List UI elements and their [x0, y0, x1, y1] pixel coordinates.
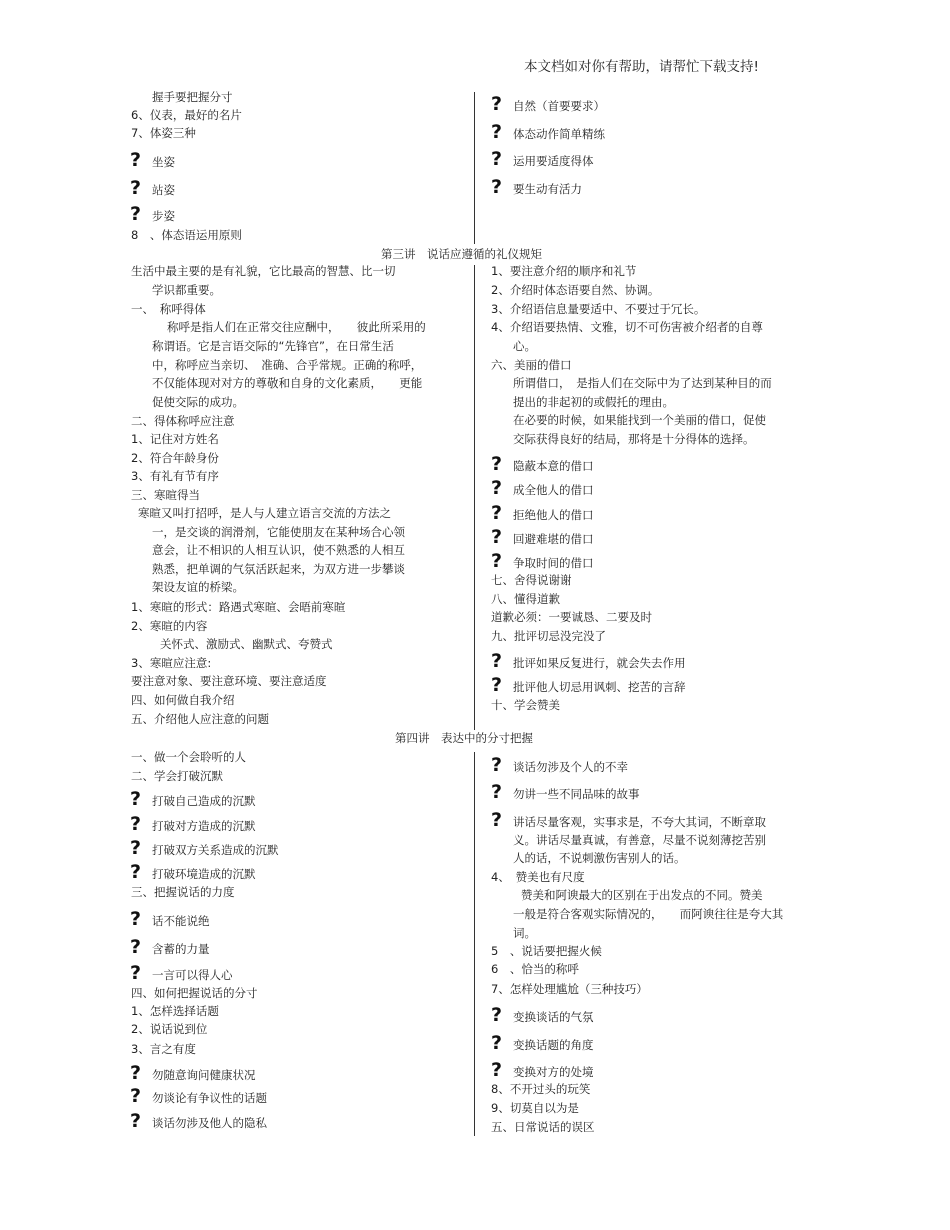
bullet-item: 勿随意询问健康状况 [152, 1068, 256, 1082]
bullet-question-mark: ? [491, 1059, 503, 1081]
text-line: 2、寒暄的内容 [131, 619, 208, 633]
text-line: 四、如何做自我介绍 [131, 693, 235, 707]
text-line: 三、把握说话的力度 [131, 885, 235, 899]
bullet-item: 变换谈话的气氛 [513, 1010, 594, 1024]
bullet-item: 打破对方造成的沉默 [152, 819, 256, 833]
column-divider-bottom [474, 752, 475, 1136]
text-line: 寒暄又叫打招呼，是人与人建立语言交流的方法之 [138, 506, 391, 520]
text-line: 一，是交谈的润滑剂，它能使朋友在某种场合心领 [152, 525, 405, 539]
text-line: 词。 [513, 926, 536, 940]
text-line: 8 、体态语运用原则 [131, 228, 242, 242]
bullet-question-mark: ? [130, 788, 142, 810]
bullet-item: 打破双方关系造成的沉默 [152, 843, 279, 857]
text-line: 3、介绍语信息量要适中、不要过于冗长。 [491, 302, 706, 316]
text-line: 4、介绍语要热情、文雅，切不可伤害被介绍者的自尊 [491, 320, 763, 334]
text-line: 八、懂得道歉 [491, 592, 560, 606]
bullet-item: 打破环境造成的沉默 [152, 867, 256, 881]
text-line: 3、寒暄应注意: [131, 656, 212, 670]
bullet-question-mark: ? [130, 936, 142, 958]
bullet-question-mark: ? [130, 962, 142, 984]
bullet-question-mark: ? [130, 908, 142, 930]
text-line: 在必要的时候，如果能找到一个美丽的借口，促使 [513, 413, 766, 427]
bullet-question-mark: ? [491, 674, 503, 696]
text-line: 架设友谊的桥梁。 [152, 580, 244, 594]
bullet-question-mark: ? [491, 650, 503, 672]
text-line: 2、介绍时体态语要自然、协调。 [491, 283, 660, 297]
bullet-item: 站姿 [152, 183, 175, 197]
text-line: 1、要注意介绍的顺序和礼节 [491, 264, 637, 278]
bullet-item: 隐蔽本意的借口 [513, 459, 594, 473]
bullet-item: 成全他人的借口 [513, 483, 594, 497]
text-line: 不仅能体现对对方的尊敬和自身的文化素质， 更能 [152, 376, 423, 390]
bullet-item: 拒绝他人的借口 [513, 508, 594, 522]
text-line: 一、 称呼得体 [131, 302, 206, 316]
text-line: 称谓语。它是言语交际的“先锋官”，在日常生活 [152, 339, 394, 353]
text-line: 提出的非起初的或假托的理由。 [513, 395, 674, 409]
bullet-question-mark: ? [130, 1085, 142, 1107]
text-line: 义。讲话尽量真诚，有善意，尽量不说刻薄挖苦别 [513, 833, 766, 847]
text-line: 四、如何把握说话的分寸 [131, 986, 258, 1000]
section-title-4: 第四讲 表达中的分寸把握 [395, 731, 533, 745]
text-line: 意会，让不相识的人相互认识，使不熟悉的人相互 [152, 543, 405, 557]
text-line: 称呼是指人们在正常交往应酬中， 彼此所采用的 [167, 320, 426, 334]
bullet-item: 批评如果反复进行，就会失去作用 [513, 656, 686, 670]
bullet-question-mark: ? [491, 176, 503, 198]
text-line: 二、学会打破沉默 [131, 769, 223, 783]
text-line: 心。 [513, 339, 536, 353]
text-line: 人的话，不说刺激伤害别人的话。 [513, 851, 686, 865]
bullet-question-mark: ? [491, 148, 503, 170]
text-line: 七、舍得说谢谢 [491, 573, 572, 587]
bullet-item: 要生动有活力 [513, 182, 582, 196]
text-line: 1、怎样选择话题 [131, 1004, 219, 1018]
bullet-question-mark: ? [130, 149, 142, 171]
bullet-item: 坐姿 [152, 155, 175, 169]
bullet-item: 一言可以得人心 [152, 968, 233, 982]
text-line: 赞美和阿谀最大的区别在于出发点的不同。赞美 [521, 888, 763, 902]
bullet-question-mark: ? [491, 781, 503, 803]
text-line: 5 、说话要把握火候 [491, 944, 602, 958]
bullet-item: 变换话题的角度 [513, 1038, 594, 1052]
bullet-item: 自然（首要要求） [513, 99, 605, 113]
bullet-question-mark: ? [491, 93, 503, 115]
section-title-3: 第三讲 说话应遵循的礼仪规矩 [381, 247, 542, 261]
text-line: 1、寒暄的形式：路遇式寒暄、会晤前寒暄 [131, 600, 346, 614]
header-note: 本文档如对你有帮助，请帮忙下载支持! [524, 59, 759, 75]
bullet-question-mark: ? [130, 203, 142, 225]
text-line: 握手要把握分寸 [152, 90, 233, 104]
text-line: 九、批评切忌没完没了 [491, 629, 606, 643]
text-line: 7、体姿三种 [131, 126, 196, 140]
bullet-question-mark: ? [491, 1032, 503, 1054]
bullet-item: 打破自己造成的沉默 [152, 794, 256, 808]
bullet-question-mark: ? [491, 526, 503, 548]
bullet-question-mark: ? [130, 861, 142, 883]
text-line: 二、得体称呼应注意 [131, 414, 235, 428]
text-line: 2、符合年龄身份 [131, 451, 219, 465]
bullet-question-mark: ? [491, 550, 503, 572]
bullet-item: 讲话尽量客观，实事求是，不夸大其词，不断章取 [513, 815, 766, 829]
text-line: 五、日常说话的误区 [491, 1120, 595, 1134]
bullet-item: 体态动作简单精练 [513, 127, 605, 141]
bullet-question-mark: ? [491, 754, 503, 776]
text-line: 中，称呼应当亲切、 准确、合乎常规。正确的称呼， [152, 358, 423, 372]
bullet-item: 争取时间的借口 [513, 556, 594, 570]
bullet-item: 勿讲一些不同品味的故事 [513, 787, 640, 801]
column-divider-middle [474, 265, 475, 730]
bullet-item: 含蓄的力量 [152, 942, 210, 956]
text-line: 一般是符合客观实际情况的， 而阿谀往往是夸大其 [513, 907, 784, 921]
text-line: 十、学会赞美 [491, 698, 560, 712]
text-line: 6、仪表，最好的名片 [131, 108, 242, 122]
text-line: 9、切莫自以为是 [491, 1101, 579, 1115]
text-line: 五、介绍他人应注意的问题 [131, 712, 269, 726]
text-line: 8、不开过头的玩笑 [491, 1082, 591, 1096]
bullet-question-mark: ? [130, 177, 142, 199]
text-line: 三、寒暄得当 [131, 488, 200, 502]
bullet-question-mark: ? [491, 477, 503, 499]
text-line: 所谓借口， 是指人们在交际中为了达到某种目的而 [513, 376, 772, 390]
bullet-item: 谈话勿涉及个人的不幸 [513, 760, 628, 774]
bullet-question-mark: ? [491, 121, 503, 143]
text-line: 生活中最主要的是有礼貌，它比最高的智慧、比一切 [131, 264, 396, 278]
bullet-item: 运用要适度得体 [513, 154, 594, 168]
text-line: 7、怎样处理尴尬（三种技巧） [491, 982, 648, 996]
bullet-question-mark: ? [130, 1062, 142, 1084]
bullet-question-mark: ? [130, 837, 142, 859]
text-line: 要注意对象、要注意环境、要注意适度 [131, 674, 327, 688]
bullet-item: 步姿 [152, 209, 175, 223]
text-line: 1、记住对方姓名 [131, 432, 219, 446]
text-line: 关怀式、激励式、幽默式、夸赞式 [160, 637, 333, 651]
column-divider-top [474, 92, 475, 244]
text-line: 4、 赞美也有尺度 [491, 870, 585, 884]
text-line: 2、说话说到位 [131, 1022, 208, 1036]
text-line: 3、言之有度 [131, 1042, 196, 1056]
bullet-item: 回避难堪的借口 [513, 532, 594, 546]
bullet-question-mark: ? [130, 1110, 142, 1132]
bullet-item: 勿谈论有争议性的话题 [152, 1091, 267, 1105]
text-line: 促使交际的成功。 [152, 395, 244, 409]
bullet-item: 话不能说绝 [152, 914, 210, 928]
text-line: 熟悉，把单调的气氛活跃起来，为双方进一步攀谈 [152, 562, 405, 576]
bullet-item: 批评他人切忌用讽刺、挖苦的言辞 [513, 680, 686, 694]
bullet-item: 变换对方的处境 [513, 1065, 594, 1079]
text-line: 一、做一个会聆听的人 [131, 750, 246, 764]
bullet-item: 谈话勿涉及他人的隐私 [152, 1116, 267, 1130]
bullet-question-mark: ? [491, 1004, 503, 1026]
bullet-question-mark: ? [491, 453, 503, 475]
text-line: 3、有礼有节有序 [131, 469, 219, 483]
text-line: 学识都重要。 [152, 283, 221, 297]
bullet-question-mark: ? [130, 813, 142, 835]
text-line: 交际获得良好的结局，那将是十分得体的选择。 [513, 432, 755, 446]
text-line: 六、美丽的借口 [491, 358, 572, 372]
bullet-question-mark: ? [491, 809, 503, 831]
text-line: 6 、恰当的称呼 [491, 962, 579, 976]
bullet-question-mark: ? [491, 502, 503, 524]
text-line: 道歉必须：一要诚恳、二要及时 [491, 610, 652, 624]
